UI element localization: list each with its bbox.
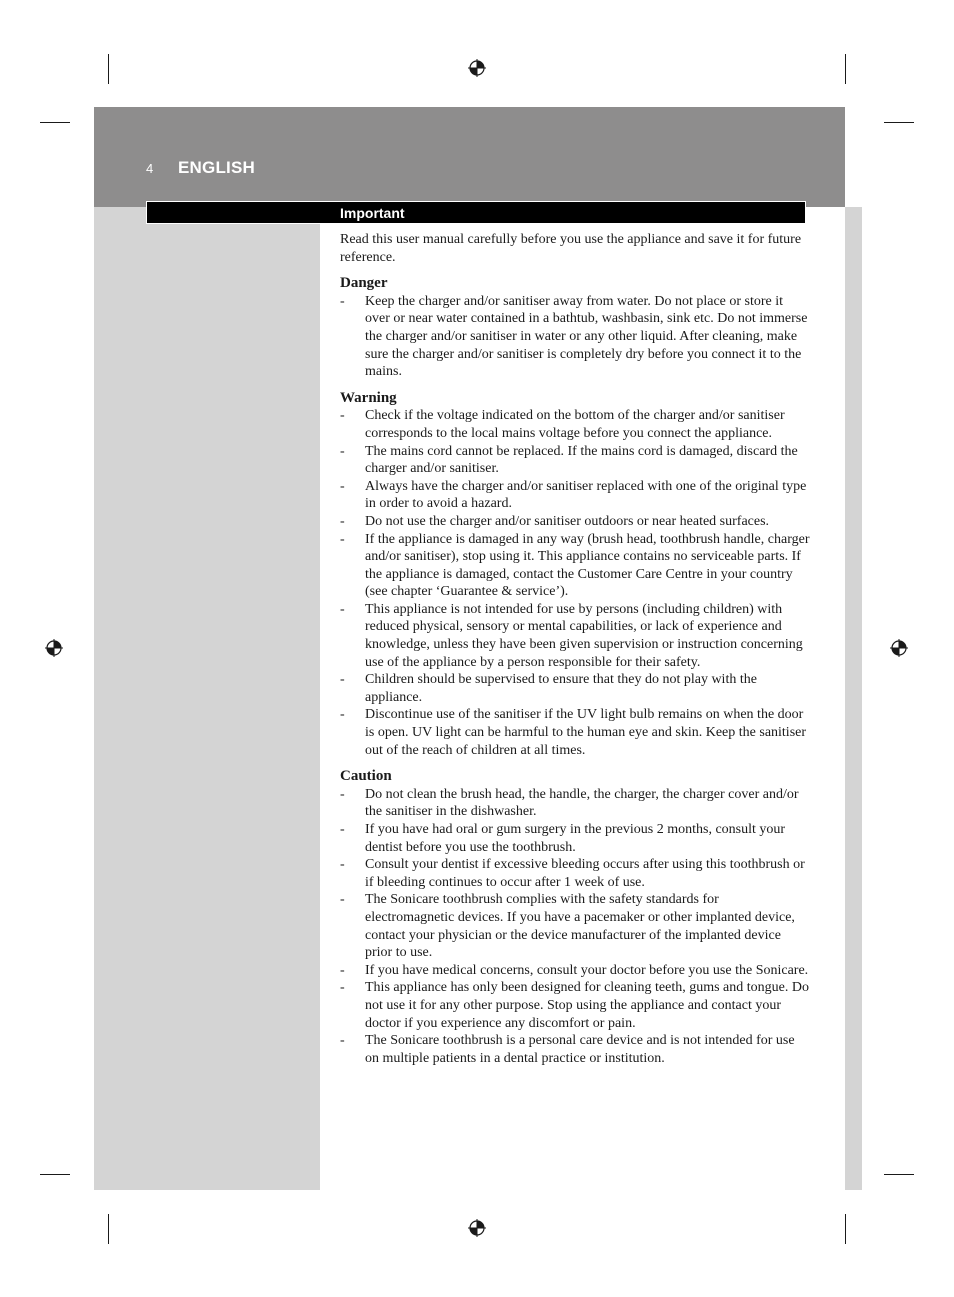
list-item: - Discontinue use of the sanitiser if the UV light bulb remains on when the door is open. UV light can be harmful to the human eye and skin. Keep the sanitiser out of the reach of children at all times. [340,706,810,759]
list-item: - Keep the charger and/or sanitiser away from water. Do not place or store it over or near water contained in a bathtub, washbasin, sink etc. Do not immerse the charger and/or sanitiser in water or any other liquid. After cleaning, make sure the charger and/or sanitiser is completely dry before you connect it to the mains. [340,293,810,381]
section-title: Important [340,205,405,221]
header-band [94,107,845,207]
list-item: - Always have the charger and/or sanitiser replaced with one of the original type in order to avoid a hazard. [340,478,810,513]
crop-mark-top-left-h [40,122,70,123]
danger-heading: Danger [340,275,388,292]
list-item: - The mains cord cannot be replaced. If the mains cord is damaged, discard the charger and/or sanitiser. [340,443,810,478]
warning-heading: Warning [340,389,397,406]
manual-content [340,231,810,1076]
intro-paragraph: Read this user manual carefully before you use the appliance and save it for future reference. [340,232,802,265]
language-heading: ENGLISH [178,158,255,177]
list-item: - Consult your dentist if excessive bleeding occurs after using this toothbrush or if bleeding continues to occur after 1 week of use. [340,856,810,891]
list-item: - If you have medical concerns, consult your doctor before you use the Sonicare. [340,962,810,980]
list-item: - Do not use the charger and/or sanitiser outdoors or near heated surfaces. [340,513,810,531]
list-item: - The Sonicare toothbrush complies with the safety standards for electromagnetic devices. If you have a pacemaker or other implanted device, contact your physician or the device manufacturer of the implanted device prior to use. [340,891,810,961]
list-item: - If you have had oral or gum surgery in the previous 2 months, consult your dentist before you use the toothbrush. [340,821,810,856]
crop-mark-bottom-left-h [40,1174,70,1175]
crop-mark-bottom-left-v [108,1214,109,1244]
caution-list [340,786,810,1068]
danger-list [340,293,810,381]
list-item: - This appliance is not intended for use by persons (including children) with reduced physical, sensory or mental capabilities, or lack of experience and knowledge, unless they have been given supervision or instruction concerning use of the appliance by a person responsible for their safety. [340,601,810,671]
page-number: 4 [146,161,154,176]
crop-mark-top-right-v [845,54,846,84]
list-item: - If the appliance is damaged in any way (brush head, toothbrush handle, charger and/or sanitiser), stop using it. This appliance contains no serviceable parts. If the appliance is damaged, contact the Customer Care Centre in your country (see chapter ‘Guarantee & service’). [340,531,810,601]
right-edge-strip [845,207,862,1190]
registration-target-icon [45,639,63,657]
section-title-bar [146,201,806,224]
crop-mark-bottom-right-v [845,1214,846,1244]
crop-mark-bottom-right-h [884,1174,914,1175]
list-item: - The Sonicare toothbrush is a personal care device and is not intended for use on multiple patients in a dental practice or institution. [340,1032,810,1067]
crop-mark-top-left-v [108,54,109,84]
list-item: - Children should be supervised to ensure that they do not play with the appliance. [340,671,810,706]
registration-target-icon [468,59,486,77]
warning-list [340,407,810,759]
crop-mark-top-right-h [884,122,914,123]
registration-target-icon [890,639,908,657]
side-column [94,207,320,1190]
list-item: - Check if the voltage indicated on the bottom of the charger and/or sanitiser corresponds to the local mains voltage before you connect the appliance. [340,407,810,442]
caution-heading: Caution [340,768,392,785]
list-item: - This appliance has only been designed for cleaning teeth, gums and tongue. Do not use it for any other purpose. Stop using the appliance and contact your doctor if you experience any discomfort or pain. [340,979,810,1032]
list-item: - Do not clean the brush head, the handle, the charger, the charger cover and/or the sanitiser in the dishwasher. [340,786,810,821]
registration-target-icon [468,1219,486,1237]
